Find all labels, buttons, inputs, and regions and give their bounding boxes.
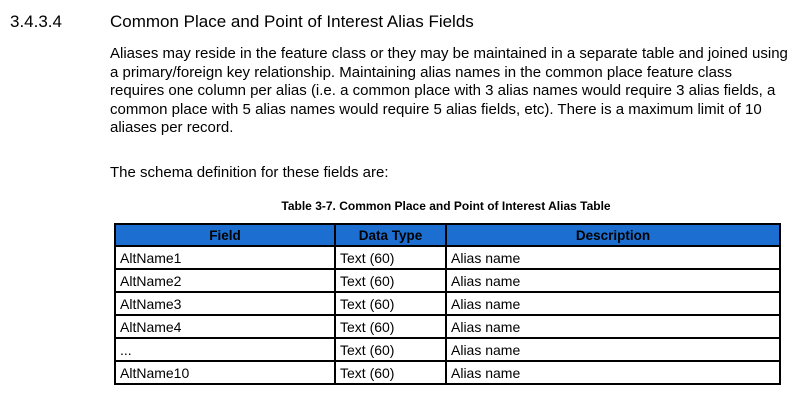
table-row — [115, 361, 780, 384]
intro-paragraph: Aliases may reside in the feature class or they may be maintained in a separate table and joined using a primary/foreign key relationship. Maintaining alias names in the common place feature class requires one column per alias (i.e. a common place with 3 alias names would require 3 alias fields, a common place with 5 alias names would require 5 alias fields, etc). There is a maximum limit of 10 aliases per record. — [110, 45, 788, 137]
cell-description: Alias name — [446, 269, 780, 292]
cell-data-type: Text (60) — [335, 315, 446, 338]
schema-paragraph: The schema definition for these fields are: — [110, 164, 389, 181]
table-caption: Table 3-7. Common Place and Point of Interest Alias Table — [281, 199, 611, 213]
cell-data-type: Text (60) — [335, 292, 446, 315]
table-row — [115, 292, 780, 315]
header-field: Field — [115, 224, 335, 246]
cell-description: Alias name — [446, 315, 780, 338]
cell-data-type: Text (60) — [335, 269, 446, 292]
table-header-row — [115, 224, 780, 246]
header-description: Description — [446, 224, 780, 246]
cell-field: ... — [115, 338, 335, 361]
table-row — [115, 269, 780, 292]
cell-data-type: Text (60) — [335, 361, 446, 384]
section-number: 3.4.3.4 — [10, 12, 62, 31]
cell-description: Alias name — [446, 338, 780, 361]
table-row — [115, 338, 780, 361]
header-data-type: Data Type — [335, 224, 446, 246]
cell-data-type: Text (60) — [335, 246, 446, 269]
cell-description: Alias name — [446, 361, 780, 384]
cell-data-type: Text (60) — [335, 338, 446, 361]
cell-description: Alias name — [446, 292, 780, 315]
table-row — [115, 246, 780, 269]
table-row — [115, 315, 780, 338]
cell-field: AltName1 — [115, 246, 335, 269]
cell-field: AltName2 — [115, 269, 335, 292]
cell-field: AltName10 — [115, 361, 335, 384]
cell-field: AltName4 — [115, 315, 335, 338]
cell-field: AltName3 — [115, 292, 335, 315]
section-title: Common Place and Point of Interest Alias Fields — [110, 12, 474, 31]
cell-description: Alias name — [446, 246, 780, 269]
alias-table — [114, 223, 781, 385]
